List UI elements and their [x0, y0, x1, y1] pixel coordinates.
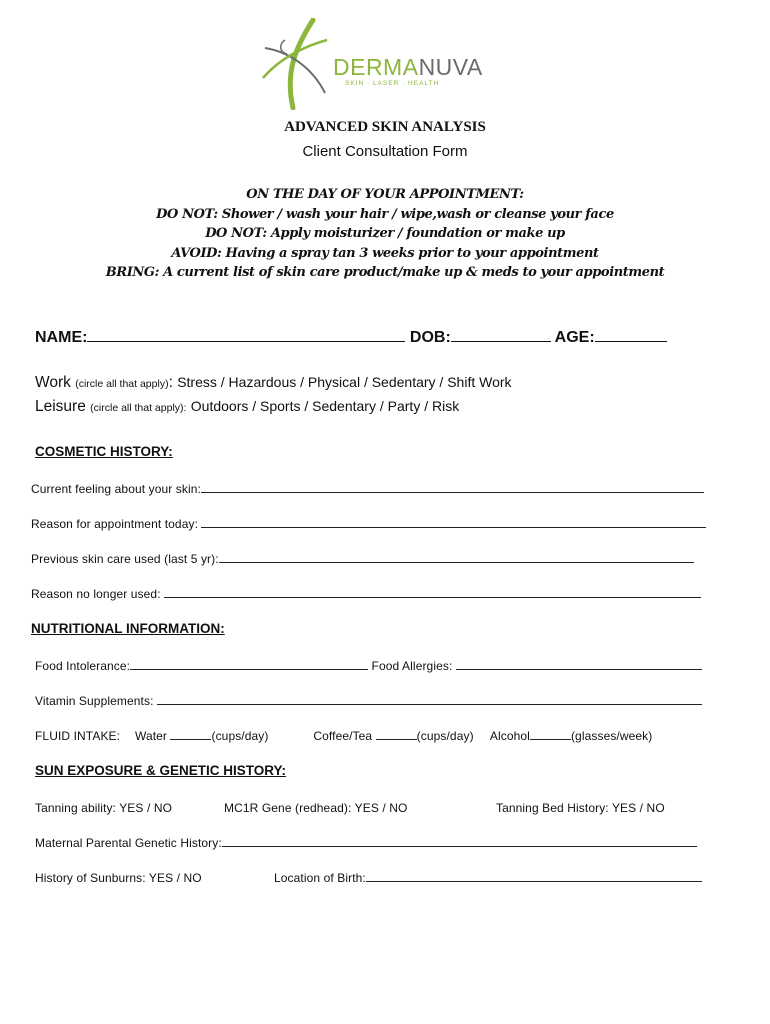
birth-location-row: [274, 871, 702, 885]
reason-no-longer-label: Reason no longer used:: [31, 587, 161, 601]
fluid-intake-label: FLUID INTAKE:: [35, 729, 121, 743]
coffee-label: Coffee/Tea: [313, 729, 373, 743]
food-intolerance-label: Food Intolerance:: [35, 659, 131, 673]
food-row: [35, 659, 702, 673]
maternal-history-label: Maternal Parental Genetic History:: [35, 836, 222, 850]
tanning-ability[interactable]: Tanning ability: YES / NO: [35, 801, 173, 815]
coffee-field[interactable]: [376, 729, 417, 740]
leisure-options[interactable]: Outdoors / Sports / Sedentary / Party / Risk: [190, 398, 460, 414]
reason-appointment-field[interactable]: [201, 517, 706, 528]
food-intolerance-field[interactable]: [130, 659, 368, 670]
reason-appointment-row: [31, 517, 706, 531]
instruction-line: BRING: A current list of skin care product/make up & meds to your appointment: [105, 265, 665, 281]
work-hint: (circle all that apply): [75, 378, 169, 390]
dob-label: DOB:: [409, 329, 451, 346]
previous-care-row: [31, 552, 694, 566]
instruction-line: DO NOT: Shower / wash your hair / wipe,wash or cleanse your face: [156, 206, 614, 222]
water-unit: (cups/day): [211, 729, 269, 743]
water-label: Water: [134, 729, 168, 743]
sunburn-history[interactable]: History of Sunburns: YES / NO: [35, 871, 202, 885]
maternal-history-row: [35, 836, 697, 850]
form-subtitle: Client Consultation Form: [302, 143, 468, 160]
food-allergies-label: Food Allergies:: [371, 659, 453, 673]
alcohol-unit: (glasses/week): [570, 729, 653, 743]
dermanuva-logo: [255, 18, 485, 110]
previous-care-label: Previous skin care used (last 5 yr):: [31, 552, 219, 566]
form-title: ADVANCED SKIN ANALYSIS: [284, 119, 486, 135]
age-label: AGE:: [554, 329, 595, 346]
water-field[interactable]: [170, 729, 211, 740]
age-field[interactable]: [595, 327, 667, 342]
leisure-hint: (circle all that apply):: [90, 402, 187, 414]
leisure-label: Leisure: [35, 398, 86, 415]
name-label: NAME:: [35, 329, 88, 346]
previous-care-field[interactable]: [219, 552, 694, 563]
vitamins-row: [35, 694, 702, 708]
tanning-bed-history[interactable]: Tanning Bed History: YES / NO: [496, 801, 665, 815]
coffee-unit: (cups/day): [416, 729, 474, 743]
current-feeling-label: Current feeling about your skin:: [31, 482, 201, 496]
name-field[interactable]: [87, 327, 405, 342]
work-row: [35, 374, 512, 392]
nutritional-info-heading: NUTRITIONAL INFORMATION:: [31, 621, 225, 636]
appointment-instructions: [0, 185, 770, 283]
dob-field[interactable]: [451, 327, 551, 342]
current-feeling-row: [31, 482, 704, 496]
current-feeling-field[interactable]: [201, 482, 704, 493]
work-colon: :: [168, 374, 173, 391]
vitamins-label: Vitamin Supplements:: [35, 694, 154, 708]
alcohol-field[interactable]: [530, 729, 571, 740]
leisure-row: [35, 398, 459, 416]
vitamins-field[interactable]: [157, 694, 702, 705]
instruction-line: ON THE DAY OF YOUR APPOINTMENT:: [246, 187, 524, 202]
alcohol-label: Alcohol: [489, 729, 530, 743]
work-label: Work: [35, 374, 71, 391]
cosmetic-history-heading: COSMETIC HISTORY:: [35, 444, 173, 459]
reason-no-longer-row: [31, 587, 701, 601]
maternal-history-field[interactable]: [222, 836, 697, 847]
reason-no-longer-field[interactable]: [164, 587, 701, 598]
reason-appointment-label: Reason for appointment today:: [31, 517, 199, 531]
mc1r-gene[interactable]: MC1R Gene (redhead): YES / NO: [224, 801, 408, 815]
fluid-intake-row: [35, 729, 652, 743]
birth-location-label: Location of Birth:: [274, 871, 366, 885]
logo-wordmark: DERMANUVA: [333, 54, 483, 80]
name-dob-age-row: [35, 327, 667, 347]
food-allergies-field[interactable]: [456, 659, 702, 670]
work-options[interactable]: Stress / Hazardous / Physical / Sedentary / Shift Work: [177, 374, 512, 390]
instruction-line: DO NOT: Apply moisturizer / foundation or make up: [205, 226, 565, 242]
logo-tagline: SKIN · LASER · HEALTH: [345, 80, 440, 87]
sun-exposure-heading: SUN EXPOSURE & GENETIC HISTORY:: [35, 763, 287, 778]
birth-location-field[interactable]: [366, 871, 702, 882]
instruction-line: AVOID: Having a spray tan 3 weeks prior to your appointment: [171, 245, 599, 261]
